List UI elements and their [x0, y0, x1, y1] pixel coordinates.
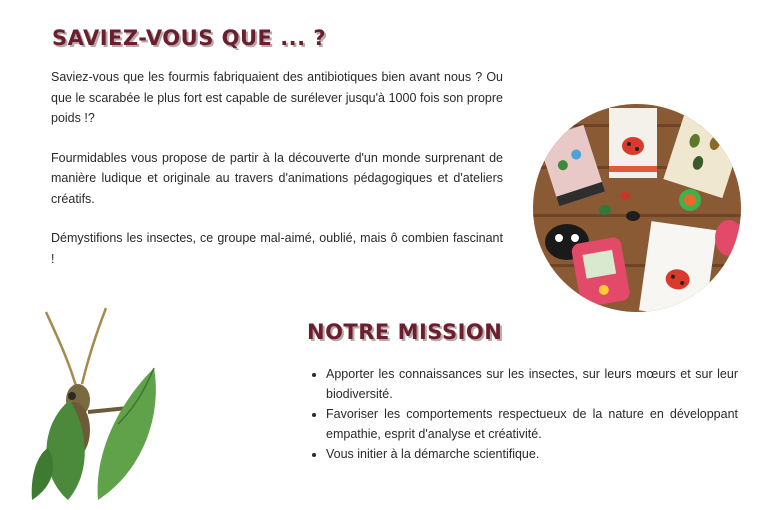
mission-list — [309, 364, 738, 464]
educational-materials-photo — [533, 104, 741, 312]
mission-list-item: • Vous initier à la démarche scientifique. — [326, 444, 738, 464]
intro-paragraph: Saviez-vous que les fourmis fabriquaient des antibiotiques bien avant nous ? Ou que le scarabée le plus fort est capable de surélever jusqu'à 1000 fois son propre poids !? — [51, 70, 503, 125]
mission-list-item: • Apporter les connaissances sur les insectes, sur leurs mœurs et sur leur biodiversité. — [326, 364, 738, 404]
intro-paragraph: Démystifions les insectes, ce groupe mal-aimé, oublié, mais ô combien fascinant ! — [51, 231, 503, 266]
grasshopper-on-leaf-photo — [28, 304, 178, 504]
section-title-saviez-vous: SAVIEZ-VOUS QUE ... ? — [52, 26, 327, 50]
section-title-mission: NOTRE MISSION — [307, 320, 503, 344]
intro-paragraph: Fourmidables vous propose de partir à la découverte d'un monde surprenant de manière ludique et originale au travers d'animations pédagogiques et d'ateliers créatifs. — [51, 150, 503, 206]
intro-text — [51, 67, 503, 288]
mission-list-item: • Favoriser les comportements respectueux de la nature en développant empathie, esprit d'analyse et créativité. — [326, 404, 738, 444]
